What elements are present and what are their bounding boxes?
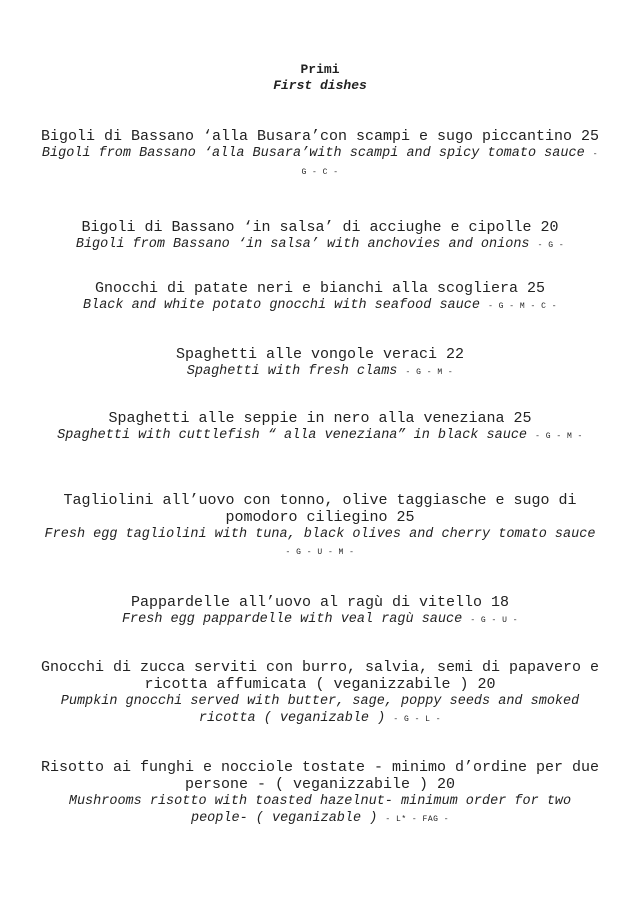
dish-name-english xyxy=(40,145,600,181)
allergen-codes: - L* - FAG - xyxy=(385,815,450,824)
dish-item xyxy=(40,346,600,381)
dish-name-english xyxy=(40,236,600,254)
dish-name-italian: Spaghetti alle vongole veraci 22 xyxy=(175,346,465,363)
allergen-codes: - G - U - xyxy=(470,616,519,625)
dish-item xyxy=(40,594,600,629)
dish-description: Fresh egg tagliolini with tuna, black olives and cherry tomato sauce xyxy=(44,527,596,542)
section-title: Primi xyxy=(300,62,340,77)
dish-name-english xyxy=(40,793,600,828)
allergen-codes: - G - M - C - xyxy=(488,302,557,311)
dish-name-italian: Tagliolini all’uovo con tonno, olive taggiasche e sugo di pomodoro ciliegino 25 xyxy=(63,492,577,526)
dish-item xyxy=(40,759,600,828)
dish-description: Fresh egg pappardelle with veal ragù sauce xyxy=(121,612,463,627)
dish-description: Bigoli from Bassano ‘in salsa’ with anchovies and onions xyxy=(75,237,530,252)
dish-item xyxy=(40,280,600,315)
dish-description: Spaghetti with fresh clams xyxy=(186,364,398,379)
dish-name-italian: Gnocchi di zucca serviti con burro, salvia, semi di papavero e ricotta affumicata ( veganizzabile ) 20 xyxy=(40,659,600,693)
dish-item xyxy=(40,219,600,254)
dish-name-english xyxy=(40,297,600,315)
dish-description: Pumpkin gnocchi served with butter, sage, poppy seeds and smoked ricotta ( veganizable ) xyxy=(60,694,580,726)
dish-name-english xyxy=(40,611,600,629)
dish-item xyxy=(40,492,600,561)
dish-name-english xyxy=(40,693,600,728)
dish-name-english xyxy=(40,526,600,561)
dish-description: Spaghetti with cuttlefish “ alla veneziana” in black sauce xyxy=(57,428,528,443)
allergen-codes: - G - M - xyxy=(405,368,454,377)
dish-name-italian: Risotto ai funghi e nocciole tostate - minimo d’ordine per due persone - ( veganizzabile ) 20 xyxy=(40,759,600,793)
dish-name-italian: Pappardelle all’uovo al ragù di vitello 18 xyxy=(130,594,510,611)
dish-name-italian: Spaghetti alle seppie in nero alla veneziana 25 xyxy=(108,410,532,427)
dish-description: Black and white potato gnocchi with seafood sauce xyxy=(83,298,480,313)
section-header xyxy=(0,62,640,94)
dish-item xyxy=(40,659,600,728)
allergen-codes: - G - M - xyxy=(535,432,583,441)
allergen-codes: - G - U - M - xyxy=(285,548,355,557)
dish-name-italian: Bigoli di Bassano ‘alla Busara’con scampi e sugo piccantino 25 xyxy=(40,128,600,145)
allergen-codes: - G - xyxy=(537,241,565,250)
allergen-codes: - G - C - xyxy=(301,150,599,177)
allergen-codes: - G - L - xyxy=(393,715,442,724)
dish-name-english xyxy=(40,363,600,381)
dish-description: Bigoli from Bassano ‘alla Busara’with scampi and spicy tomato sauce xyxy=(41,146,585,161)
dish-name-italian: Bigoli di Bassano ‘in salsa’ di acciughe e cipolle 20 xyxy=(81,219,559,236)
dish-item xyxy=(40,410,600,445)
dish-name-italian: Gnocchi di patate neri e bianchi alla scogliera 25 xyxy=(94,280,546,297)
dish-description: Mushrooms risotto with toasted hazelnut- minimum order for two people- ( veganizable ) xyxy=(68,794,572,826)
section-subtitle: First dishes xyxy=(273,78,367,93)
dish-item xyxy=(40,128,600,181)
dish-name-english xyxy=(40,427,600,445)
